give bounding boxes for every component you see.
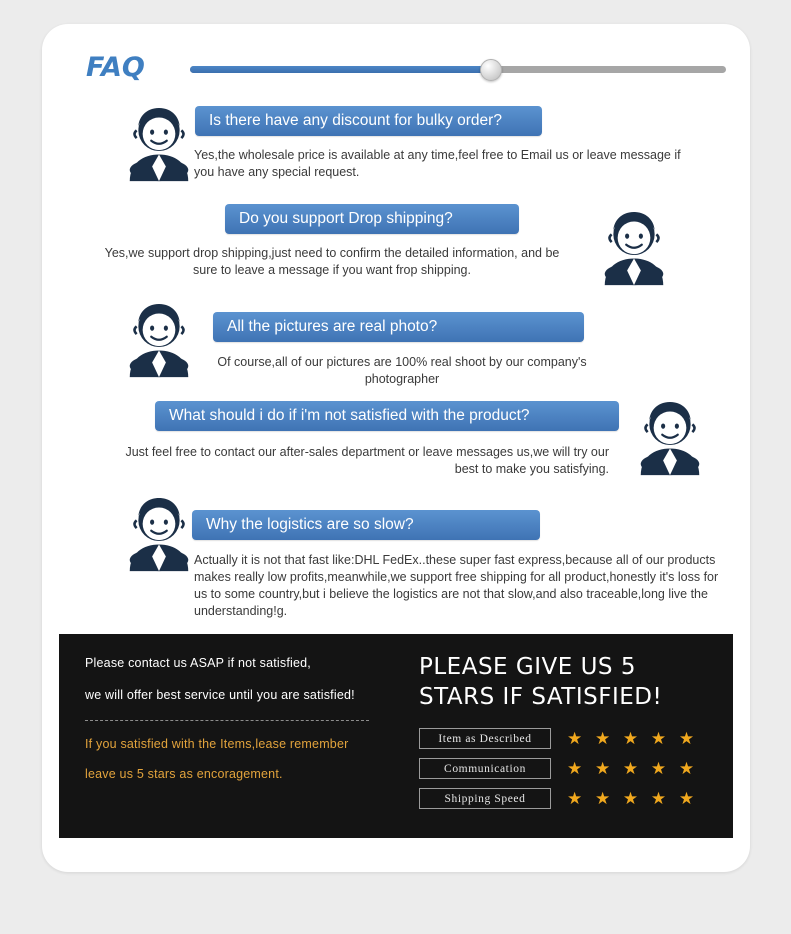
faq-answer-4: Just feel free to contact our after-sales department or leave messages us,we will try our best to make you satisfying.: [125, 445, 609, 476]
panel-line-2: we will offer best service until you are satisfied!: [85, 688, 355, 702]
rating-row: [419, 788, 719, 809]
satisfaction-panel: [59, 634, 733, 838]
faq-question-5[interactable]: Why the logistics are so slow?: [192, 510, 540, 540]
panel-line-1: Please contact us ASAP if not satisfied,: [85, 656, 311, 670]
panel-left-text: [85, 656, 385, 797]
faq-question-4[interactable]: What should i do if i'm not satisfied with the product?: [155, 401, 619, 431]
faq-question-2[interactable]: Do you support Drop shipping?: [225, 204, 519, 234]
faq-answer-2: Yes,we support drop shipping,just need to confirm the detailed information, and be sure to leave a message if you want frop shipping.: [104, 246, 560, 277]
star-rating-icon: ★ ★ ★ ★ ★: [567, 759, 699, 778]
customer-service-avatar-icon: [591, 200, 677, 286]
customer-service-avatar-icon: [116, 486, 202, 572]
faq-answer-5: Actually it is not that fast like:DHL FedEx..these super fast express,because all of our products makes really low profits,meanwhile,we support free shipping for all product,honestly it's loss for us to some country,but i believe the logistics are not that slow,and also traceable,long live the understanding!g.: [194, 553, 719, 618]
customer-service-avatar-icon: [627, 390, 713, 476]
faq-card: [42, 24, 750, 872]
panel-headline-line2: STARS IF SATISFIED!: [419, 684, 663, 710]
faq-question-1[interactable]: Is there have any discount for bulky order?: [195, 106, 542, 136]
rating-label-item-as-described: Item as Described: [419, 728, 551, 749]
page-title: FAQ: [86, 52, 145, 83]
progress-slider-knob[interactable]: [480, 59, 502, 81]
panel-right-block: [419, 652, 719, 818]
rating-label-communication: Communication: [419, 758, 551, 779]
panel-line-4: leave us 5 stars as encoragement.: [85, 767, 283, 781]
rating-label-shipping-speed: Shipping Speed: [419, 788, 551, 809]
panel-line-3: If you satisfied with the Items,lease remember: [85, 737, 349, 751]
rating-row: [419, 758, 719, 779]
faq-header: [86, 44, 726, 90]
rating-rows: [419, 728, 719, 809]
panel-headline-line1: PLEASE GIVE US 5: [419, 654, 636, 680]
faq-answer-3: Of course,all of our pictures are 100% real shoot by our company's photographer: [217, 355, 587, 386]
star-rating-icon: ★ ★ ★ ★ ★: [567, 789, 699, 808]
faq-question-3[interactable]: All the pictures are real photo?: [213, 312, 584, 342]
progress-slider-track[interactable]: [190, 66, 726, 73]
divider: [85, 720, 369, 721]
customer-service-avatar-icon: [116, 96, 202, 182]
star-rating-icon: ★ ★ ★ ★ ★: [567, 729, 699, 748]
rating-row: [419, 728, 719, 749]
faq-answer-1: Yes,the wholesale price is available at any time,feel free to Email us or leave message if you have any special request.: [194, 148, 681, 179]
progress-slider-fill: [190, 66, 490, 73]
